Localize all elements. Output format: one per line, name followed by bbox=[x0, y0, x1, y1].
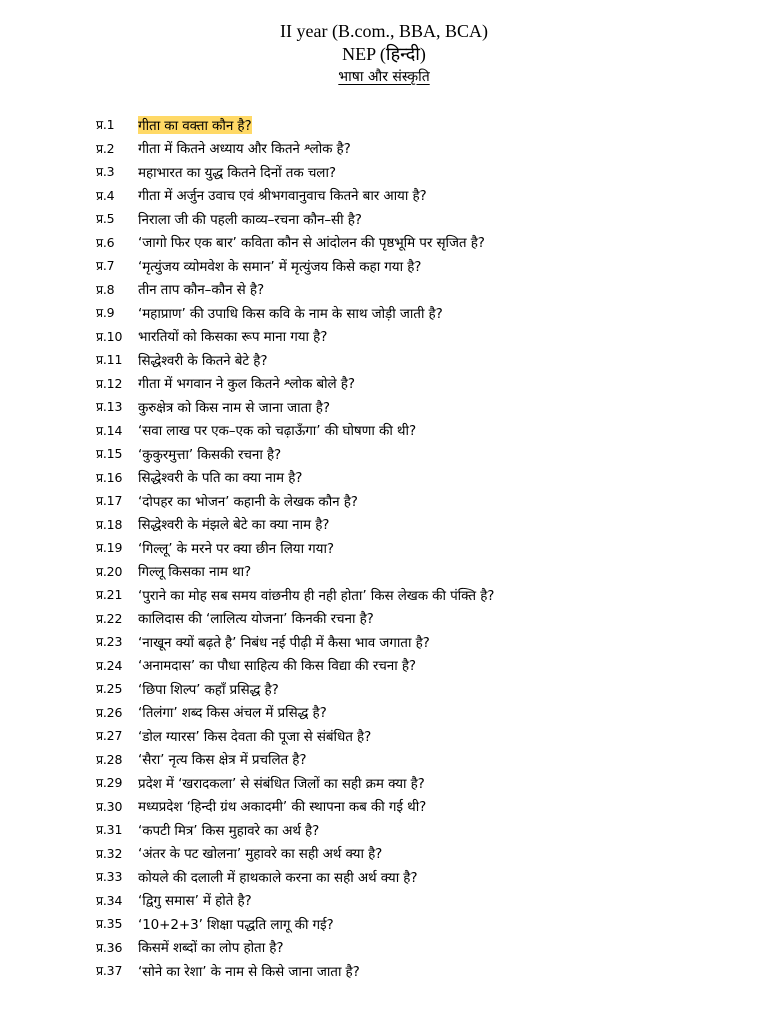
question-number: प्र.36 bbox=[96, 939, 123, 955]
question-number: प्र.32 bbox=[96, 845, 123, 861]
question-number: प्र.13 bbox=[96, 399, 123, 415]
question-row bbox=[96, 489, 746, 513]
question-number: प्र.31 bbox=[96, 822, 123, 838]
question-text-highlighted: गीता का वक्ता कौन है? bbox=[138, 117, 252, 134]
question-row bbox=[96, 536, 746, 560]
question-text: ‘कुकुरमुत्ता’ किसकी रचना है? bbox=[138, 446, 282, 463]
question-number: प्र.22 bbox=[96, 610, 123, 626]
question-text: गिल्लू किसका नाम था? bbox=[138, 564, 252, 581]
question-row bbox=[96, 160, 746, 184]
question-text: सिद्धेश्वरी के कितने बेटे है? bbox=[138, 352, 268, 369]
question-number: प्र.14 bbox=[96, 422, 123, 438]
question-text: गीता में कितने अध्याय और कितने श्लोक है? bbox=[138, 141, 351, 158]
question-row bbox=[96, 889, 746, 913]
question-text: ‘सोने का रेशा’ के नाम से किसे जाना जाता है? bbox=[138, 963, 360, 980]
question-row bbox=[96, 959, 746, 983]
question-number: प्र.1 bbox=[96, 117, 115, 133]
question-text: ‘कपटी मित्र’ किस मुहावरे का अर्थ है? bbox=[138, 822, 320, 839]
document-header bbox=[0, 20, 768, 88]
course-title: NEP (हिन्दी) bbox=[342, 44, 426, 64]
question-row bbox=[96, 184, 746, 208]
question-row bbox=[96, 395, 746, 419]
question-text: ‘सैरा’ नृत्य किस क्षेत्र में प्रचलित है? bbox=[138, 752, 307, 769]
question-number: प्र.34 bbox=[96, 892, 123, 908]
question-row bbox=[96, 865, 746, 889]
question-row bbox=[96, 818, 746, 842]
question-row bbox=[96, 466, 746, 490]
question-number: प्र.29 bbox=[96, 775, 123, 791]
question-text: प्रदेश में ‘खरादकला’ से संबंधित जिलों का सही क्रम क्या है? bbox=[138, 775, 425, 792]
question-text: ‘सवा लाख पर एक–एक को चढ़ाऊँगा’ की घोषणा की थी? bbox=[138, 423, 417, 440]
question-row bbox=[96, 936, 746, 960]
question-text: ‘द्विगु समास’ में होते है? bbox=[138, 893, 252, 910]
question-row bbox=[96, 724, 746, 748]
question-row bbox=[96, 372, 746, 396]
question-text: ‘पुराने का मोह सब समय वांछनीय ही नही होता’ किस लेखक की पंक्ति है? bbox=[138, 587, 495, 604]
question-row bbox=[96, 560, 746, 584]
question-number: प्र.27 bbox=[96, 728, 123, 744]
question-text: सिद्धेश्वरी के पति का क्या नाम है? bbox=[138, 470, 303, 487]
question-row bbox=[96, 137, 746, 161]
question-text: ‘तिलंगा’ शब्द किस अंचल में प्रसिद्ध है? bbox=[138, 705, 327, 722]
question-text: सिद्धेश्वरी के मंझले बेटे का क्या नाम है? bbox=[138, 517, 330, 534]
question-number: प्र.18 bbox=[96, 516, 123, 532]
question-text: ‘10+2+3’ शिक्षा पद्धति लागू की गई? bbox=[138, 916, 334, 933]
question-number: प्र.11 bbox=[96, 352, 123, 368]
question-row bbox=[96, 325, 746, 349]
question-text: कुरुक्षेत्र को किस नाम से जाना जाता है? bbox=[138, 399, 330, 416]
question-row bbox=[96, 748, 746, 772]
question-text: ‘डोल ग्यारस’ किस देवता की पूजा से संबंधित है? bbox=[138, 728, 372, 745]
question-row bbox=[96, 842, 746, 866]
question-text: ‘दोपहर का भोजन’ कहानी के लेखक कौन है? bbox=[138, 493, 358, 510]
question-number: प्र.12 bbox=[96, 375, 123, 391]
question-row bbox=[96, 207, 746, 231]
question-number: प्र.23 bbox=[96, 634, 123, 650]
question-number: प्र.3 bbox=[96, 164, 115, 180]
question-number: प्र.21 bbox=[96, 587, 123, 603]
question-row bbox=[96, 113, 746, 137]
question-row bbox=[96, 301, 746, 325]
question-number: प्र.37 bbox=[96, 963, 123, 979]
question-text: भारतियों को किसका रूप माना गया है? bbox=[138, 329, 328, 346]
question-text: ‘जागो फिर एक बार’ कविता कौन से आंदोलन की पृष्ठभूमि पर सृजित है? bbox=[138, 235, 485, 252]
question-number: प्र.19 bbox=[96, 540, 123, 556]
question-number: प्र.9 bbox=[96, 305, 115, 321]
question-number: प्र.24 bbox=[96, 657, 123, 673]
question-row bbox=[96, 654, 746, 678]
question-row bbox=[96, 701, 746, 725]
question-number: प्र.30 bbox=[96, 798, 123, 814]
question-number: प्र.16 bbox=[96, 469, 123, 485]
question-row bbox=[96, 771, 746, 795]
question-number: प्र.5 bbox=[96, 211, 115, 227]
question-row bbox=[96, 607, 746, 631]
question-text: निराला जी की पहली काव्य–रचना कौन–सी है? bbox=[138, 211, 362, 228]
question-text: ‘नाखून क्यों बढ़ते है’ निबंध नई पीढ़ी में कैसा भाव जगाता है? bbox=[138, 634, 430, 651]
question-number: प्र.26 bbox=[96, 704, 123, 720]
question-number: प्र.20 bbox=[96, 563, 123, 579]
question-row bbox=[96, 278, 746, 302]
class-title: II year (B.com., BBA, BCA) bbox=[280, 21, 488, 41]
question-text: ‘अनामदास’ का पौधा साहित्य की किस विद्या की रचना है? bbox=[138, 658, 416, 675]
question-row bbox=[96, 630, 746, 654]
question-text: गीता में भगवान ने कुल कितने श्लोक बोले है? bbox=[138, 376, 355, 393]
question-number: प्र.7 bbox=[96, 258, 115, 274]
question-text: गीता में अर्जुन उवाच एवं श्रीभगवानुवाच कितने बार आया है? bbox=[138, 188, 427, 205]
question-text: ‘छिपा शिल्प’ कहाँ प्रसिद्ध है? bbox=[138, 681, 279, 698]
question-row bbox=[96, 231, 746, 255]
question-text: कोयले की दलाली में हाथकाले करना का सही अर्थ क्या है? bbox=[138, 869, 418, 886]
question-row bbox=[96, 419, 746, 443]
question-number: प्र.2 bbox=[96, 140, 115, 156]
question-row bbox=[96, 912, 746, 936]
question-number: प्र.25 bbox=[96, 681, 123, 697]
question-text: ‘गिल्लू’ के मरने पर क्या छीन लिया गया? bbox=[138, 540, 334, 557]
question-row bbox=[96, 795, 746, 819]
question-row bbox=[96, 513, 746, 537]
question-text: महाभारत का युद्ध कितने दिनों तक चला? bbox=[138, 164, 336, 181]
question-text: मध्यप्रदेश ‘हिन्दी ग्रंथ अकादमी’ की स्थापना कब की गई थी? bbox=[138, 799, 427, 816]
question-text: ‘अंतर के पट खोलना’ मुहावरे का सही अर्थ क्या है? bbox=[138, 846, 383, 863]
question-number: प्र.35 bbox=[96, 916, 123, 932]
question-number: प्र.8 bbox=[96, 281, 115, 297]
question-text: तीन ताप कौन–कौन से है? bbox=[138, 282, 265, 299]
question-number: प्र.33 bbox=[96, 869, 123, 885]
question-text: कालिदास की ‘लालित्य योजना’ किनकी रचना है? bbox=[138, 611, 374, 628]
subject-title: भाषा और संस्कृति bbox=[338, 69, 430, 85]
question-number: प्र.15 bbox=[96, 446, 123, 462]
question-row bbox=[96, 254, 746, 278]
question-number: प्र.17 bbox=[96, 493, 123, 509]
question-number: प्र.4 bbox=[96, 187, 115, 203]
question-number: प्र.28 bbox=[96, 751, 123, 767]
question-row bbox=[96, 583, 746, 607]
question-row bbox=[96, 677, 746, 701]
question-text: किसमें शब्दों का लोप होता है? bbox=[138, 940, 284, 957]
question-number: प्र.10 bbox=[96, 328, 123, 344]
question-text: ‘मृत्युंजय व्योमवेश के समान’ में मृत्युंजय किसे कहा गया है? bbox=[138, 258, 422, 275]
question-row bbox=[96, 442, 746, 466]
question-text: ‘महाप्राण’ की उपाधि किस कवि के नाम के साथ जोड़ी जाती है? bbox=[138, 305, 443, 322]
question-number: प्र.6 bbox=[96, 234, 115, 250]
question-row bbox=[96, 348, 746, 372]
question-list bbox=[96, 113, 746, 983]
